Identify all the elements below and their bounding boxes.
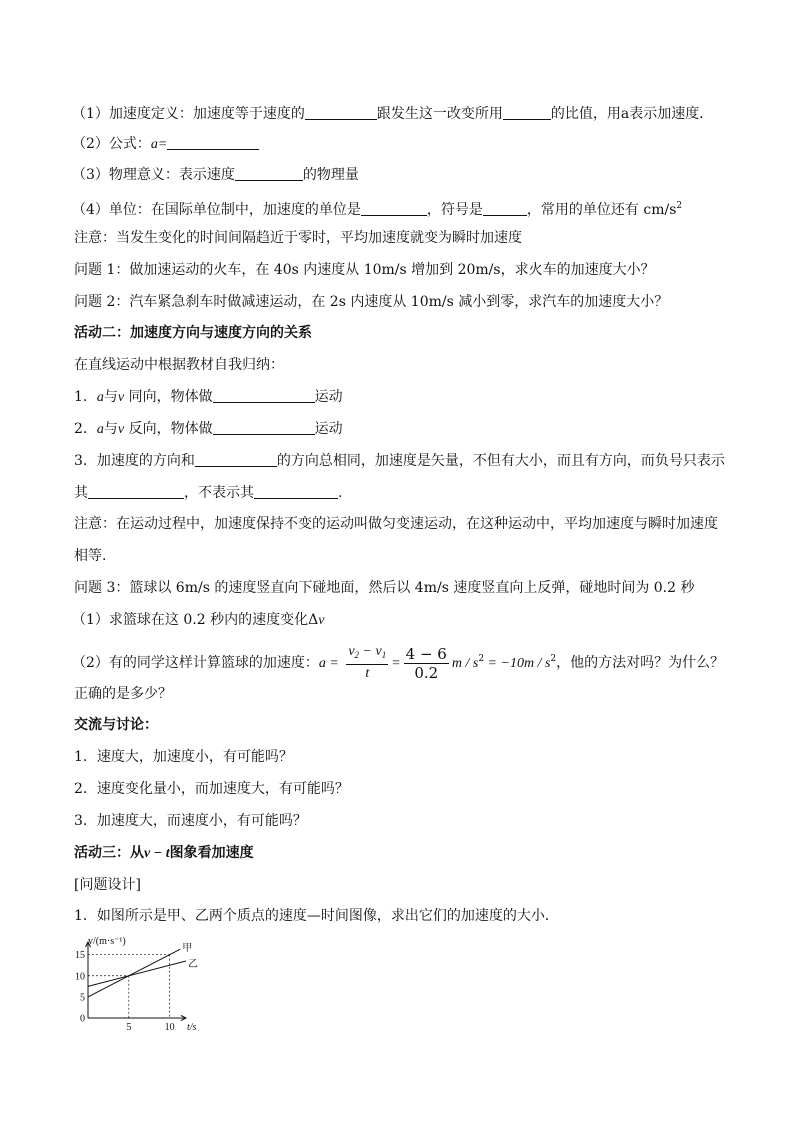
fill-blank [88, 484, 184, 499]
opposite-direction-line [74, 419, 724, 440]
fill-blank [213, 420, 315, 435]
text: a= [150, 137, 168, 152]
equation-text: a = [318, 656, 339, 671]
text: v [318, 613, 325, 628]
same-direction-line [74, 387, 724, 408]
direction-line [74, 451, 724, 471]
discussion-item-2: 2．速度变化量小，而加速度大，有可能吗？ [74, 781, 349, 797]
text: 反向，物体做 [124, 421, 213, 437]
unit-line [72, 196, 724, 220]
series-label-1: 甲 [182, 943, 193, 955]
discussion-item-1: 1．速度大，加速度小，有可能吗？ [74, 749, 293, 765]
text: （3）物理意义：表示速度 [72, 167, 235, 183]
y-axis-label: v/(m·s⁻¹) [88, 936, 126, 947]
equation-text: m / s [451, 656, 479, 671]
formula-line [72, 134, 724, 155]
activity-2-title: 活动二：加速度方向与速度方向的关系 [74, 325, 312, 341]
note-instantaneous: 注意：当发生变化的时间间隔趋近于零时，平均加速度就变为瞬时加速度 [74, 230, 522, 246]
note-uniform-cont: 相等. [74, 548, 107, 564]
series-line-1 [88, 949, 180, 997]
direction-line-cont [74, 483, 724, 503]
equation-text: 2 [478, 654, 485, 664]
fill-blank [235, 166, 303, 181]
problem-1: 问题 1：做加速运动的火车，在 40s 内速度从 10m/s 增加到 20m/s，求火车的加速度大小？ [74, 262, 655, 278]
problem-3-part-2-cont: 正确的是多少？ [74, 686, 172, 702]
fill-blank [167, 135, 259, 150]
meaning-line [72, 165, 724, 185]
y-tick-label: 15 [75, 950, 85, 962]
problem-design-label: [问题设计] [74, 877, 141, 893]
text: 跟发生这一改变所用 [376, 106, 503, 122]
x-tick-label: 5 [126, 1022, 132, 1033]
text: v [117, 422, 125, 437]
equation-text: 4 − 6 [405, 644, 447, 663]
text: a [96, 390, 104, 405]
problem-3-part-2 [72, 638, 724, 680]
text: （2）有的同学这样计算篮球的加速度： [72, 655, 319, 671]
equation-text: m / s [523, 656, 551, 671]
problem-3: 问题 3：篮球以 6m/s 的速度竖直向下碰地面，然后以 4m/s 速度竖直向上反弹，碰地时间为 0.2 秒 [74, 580, 695, 596]
y-tick-label: 5 [80, 992, 85, 1004]
series-label-2: 乙 [188, 959, 198, 970]
text: 同向，物体做 [124, 389, 213, 405]
text: v [117, 390, 125, 405]
text: 活动三：从 [74, 845, 144, 861]
activity-3-title [74, 843, 724, 864]
text: ，不表示其 [184, 485, 254, 501]
text: 的比值，用a表示加速度． [550, 106, 714, 122]
fill-blank [195, 452, 277, 467]
text: （2）公式： [72, 136, 151, 152]
text: 3．加速度的方向和 [74, 453, 195, 469]
x-axis-label: t/s [187, 1022, 197, 1033]
text: a [96, 422, 104, 437]
discussion-title: 交流与讨论： [74, 717, 158, 733]
text: 其 [74, 485, 88, 501]
fill-blank [503, 105, 551, 120]
text: ，符号是 [426, 202, 483, 218]
equation-text: = −10 [484, 656, 524, 671]
text: v − t [144, 846, 170, 861]
equation-text: − [359, 644, 376, 659]
text: （4）单位：在国际单位制中，加速度的单位是 [72, 202, 361, 218]
text: 1． [74, 389, 97, 405]
equation-fraction [346, 643, 388, 683]
vt-graph [74, 936, 204, 1036]
x-tick-label: 10 [164, 1022, 175, 1033]
fill-blank [305, 105, 377, 120]
equation-text: t [365, 666, 370, 681]
text: （1）加速度定义：加速度等于速度的 [72, 106, 305, 122]
text: 2 [676, 201, 683, 211]
problem-2: 问题 2：汽车紧急刹车时做减速运动，在 2s 内速度从 10m/s 减小到零，求汽车的加速度大小？ [74, 294, 669, 310]
note-uniform: 注意：在运动过程中，加速度保持不变的运动叫做匀变速运动，在这种运动中，平均加速度与瞬时加速度 [74, 516, 718, 532]
fill-blank [361, 201, 427, 216]
text: 与 [103, 421, 118, 437]
series-line-2 [88, 961, 186, 986]
activity-3-question-1: 1．如图所示是甲、乙两个质点的速度—时间图像，求出它们的加速度的大小． [74, 908, 559, 924]
text: 的物理量 [302, 167, 359, 183]
equation-text: = [391, 656, 401, 671]
equation-text: 0.2 [414, 663, 439, 682]
equation-text: v [375, 644, 382, 659]
text: 运动 [314, 421, 343, 437]
text: （1）求篮球在这 0.2 秒内的速度变化Δ [72, 612, 319, 628]
fill-blank [483, 201, 527, 216]
fill-blank [213, 388, 315, 403]
equation-text: 2 [354, 650, 360, 660]
equation-text: 1 [381, 650, 387, 660]
text: 的方向总相同，加速度是矢量，不但有大小，而且有方向，而负号只表示 [276, 453, 725, 469]
text: ，他的方法对吗？为什么？ [556, 655, 725, 671]
text: ，常用的单位还有 cm/s [526, 202, 677, 218]
equation-text: 2 [550, 654, 557, 664]
text: 2． [74, 421, 97, 437]
discussion-item-3: 3．加速度大，而速度小，有可能吗？ [74, 813, 307, 829]
text: 与 [103, 389, 118, 405]
text: 图象看加速度 [169, 845, 254, 861]
activity-2-intro: 在直线运动中根据教材自我归纳： [74, 357, 284, 373]
y-tick-label: 10 [75, 971, 85, 983]
fill-blank [254, 484, 338, 499]
y-tick-label: 0 [80, 1013, 85, 1025]
problem-3-part-1 [72, 610, 724, 631]
definition-line [72, 104, 724, 124]
text: . [338, 485, 343, 501]
text: 运动 [314, 389, 343, 405]
equation-text: v [348, 644, 355, 659]
equation-fraction [404, 645, 449, 682]
